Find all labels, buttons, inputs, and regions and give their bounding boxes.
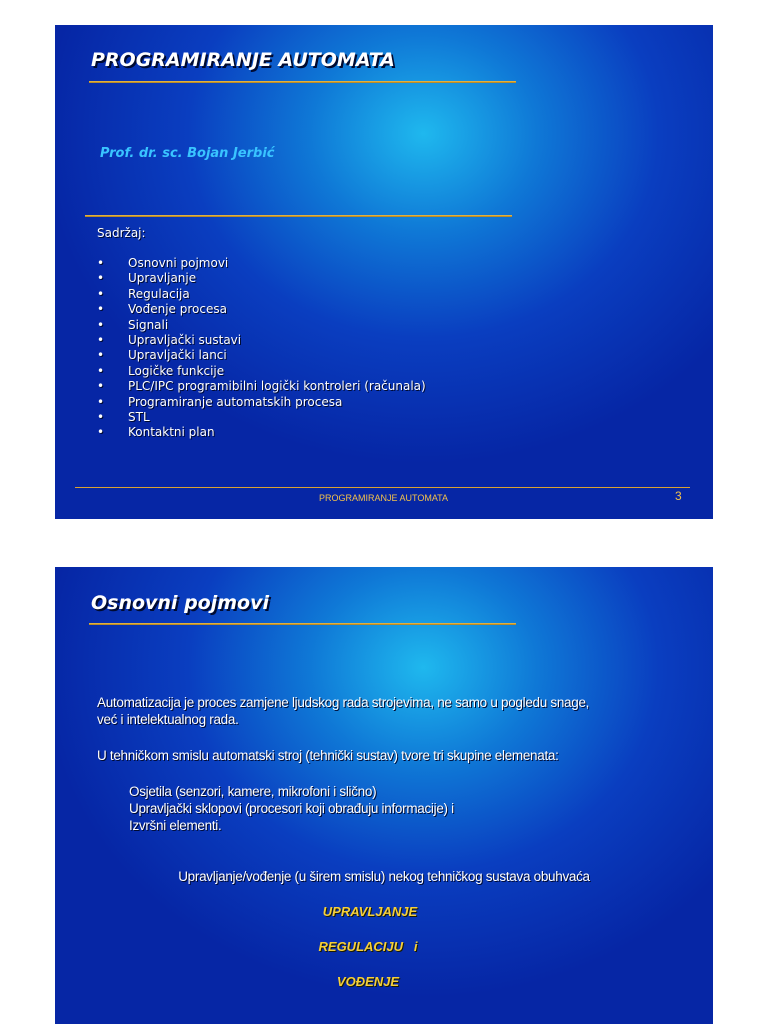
contents-item [97,333,426,348]
bullet-icon: • [97,363,105,378]
footer-title: PROGRAMIRANJE AUTOMATA [319,493,449,503]
list-item: Osjetila (senzori, kamere, mikrofoni i slično) [129,784,377,799]
contents-item [97,287,426,302]
contents-item-label: Upravljanje [128,271,197,286]
control-intro: Upravljanje/vođenje (u širem smislu) nekog tehničkog sustava obuhvaća [178,869,590,884]
keyword-upravljanje: UPRAVLJANJE [322,904,418,919]
bullet-icon: • [97,394,105,409]
contents-item-label: Regulacija [128,286,190,301]
contents-item [97,256,426,271]
slide-title-contents [55,25,713,519]
slide-title: Osnovni pojmovi [91,592,269,614]
bullet-icon: • [97,256,105,270]
contents-item-label: Logičke funkcije [128,363,225,378]
bullet-icon: • [97,317,105,332]
contents-list [97,256,426,441]
contents-item [97,302,426,317]
footer-divider [75,487,690,488]
list-item: Izvršni elementi. [129,818,222,833]
keyword-regulaciju: REGULACIJU i [318,939,418,954]
contents-item-label: PLC/IPC programibilni logički kontroleri (računala) [128,379,426,394]
contents-item-label: Signali [128,317,169,332]
elements-list [129,783,454,834]
title-divider [89,81,516,83]
contents-item-label: Upravljački lanci [128,348,227,363]
contents-item [97,410,426,425]
contents-item [97,425,426,440]
bullet-icon: • [97,425,105,440]
list-item: Upravljački sklopovi (procesori koji obrađuju informacije) i [129,801,454,816]
contents-label: Sadržaj: [97,226,146,240]
contents-item-label: Programiranje automatskih procesa [128,394,343,409]
contents-item [97,379,426,394]
bullet-icon: • [97,409,105,424]
bullet-icon: • [97,348,105,363]
contents-item [97,318,426,333]
contents-item [97,395,426,410]
bullet-icon: • [97,286,105,301]
contents-item-label: Osnovni pojmovi [128,256,229,270]
definition-line-1: Automatizacija je proces zamjene ljudskog rada strojevima, ne samo u pogledu snage, [97,695,590,710]
contents-item [97,348,426,363]
keyword-vodenje: VOĐENJE [336,974,400,989]
bullet-icon: • [97,302,105,317]
bullet-icon: • [97,332,105,347]
contents-divider [85,215,512,217]
author-name: Prof. dr. sc. Bojan Jerbić [100,146,275,161]
contents-item-label: STL [128,409,150,424]
contents-item-label: Vođenje procesa [128,302,227,317]
bullet-icon: • [97,271,105,286]
contents-item [97,271,426,286]
elements-intro: U tehničkom smislu automatski stroj (tehnički sustav) tvore tri skupine elemenata: [97,748,559,763]
title-divider [89,623,516,625]
slide-title: PROGRAMIRANJE AUTOMATA [91,49,395,71]
contents-item-label: Upravljački sustavi [128,332,242,347]
bullet-icon: • [97,379,105,394]
page-number: 3 [675,489,682,503]
contents-item [97,364,426,379]
definition-line-2: već i intelektualnog rada. [97,712,239,727]
slide-basic-concepts [55,567,713,1024]
contents-item-label: Kontaktni plan [128,425,215,440]
